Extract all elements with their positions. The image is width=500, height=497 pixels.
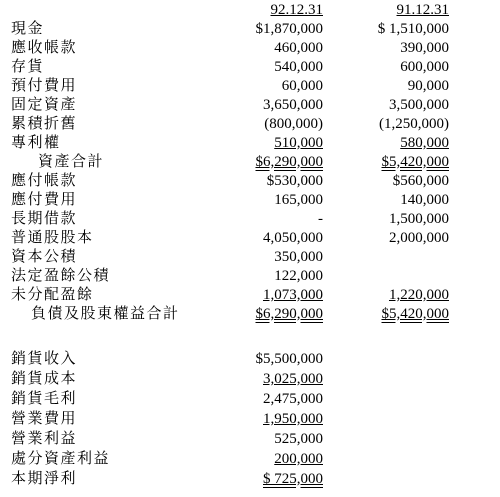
- row-label: 現金: [11, 21, 45, 37]
- value-92: 122,000: [274, 268, 323, 284]
- row-label: 銷貨成本: [11, 371, 78, 387]
- row-label: 固定資產: [11, 97, 78, 113]
- value-91: 1,220,000: [389, 287, 449, 303]
- value-92: 1,950,000: [263, 411, 323, 427]
- row-common-stock: [0, 229, 500, 248]
- column-header-row: [0, 1, 500, 20]
- value-92: 460,000: [274, 40, 323, 56]
- row-retained-earnings: [0, 286, 500, 305]
- value-91: 90,000: [407, 78, 449, 94]
- value-92: 3,025,000: [263, 371, 323, 387]
- row-label: 法定盈餘公積: [11, 268, 111, 284]
- row-label: 長期借款: [11, 211, 78, 227]
- value-91: (1,250,000): [379, 116, 449, 132]
- value-92: $ 725,000: [263, 471, 323, 487]
- column-header-91: 91.12.31: [396, 2, 449, 18]
- value-92: $6,290,000: [255, 306, 323, 322]
- row-label: 營業利益: [11, 431, 78, 447]
- row-operating-expenses: [0, 410, 500, 429]
- row-label: 未分配盈餘: [11, 287, 94, 303]
- value-91: $5,420,000: [381, 306, 449, 322]
- value-92: -: [318, 211, 323, 227]
- row-patents: [0, 134, 500, 153]
- value-92: 60,000: [281, 78, 323, 94]
- value-92: 200,000: [274, 451, 323, 467]
- row-label: 應付費用: [11, 192, 78, 208]
- row-label: 普通股股本: [11, 230, 94, 246]
- column-header-92: 92.12.31: [270, 2, 323, 18]
- row-label: 處分資產利益: [11, 451, 111, 467]
- value-92: 165,000: [274, 192, 323, 208]
- value-92: 350,000: [274, 249, 323, 265]
- value-91: 600,000: [400, 59, 449, 75]
- row-sales-revenue: [0, 350, 500, 369]
- row-label: 應付帳款: [11, 173, 78, 189]
- value-91: $5,420,000: [381, 154, 449, 170]
- row-cost-of-goods-sold: [0, 370, 500, 389]
- row-label: 本期淨利: [11, 471, 78, 487]
- value-91: 1,500,000: [389, 211, 449, 227]
- row-accrued-expenses: [0, 191, 500, 210]
- row-label: 專利權: [11, 135, 61, 151]
- row-total-liabilities-equity: [0, 305, 500, 324]
- value-91: 390,000: [400, 40, 449, 56]
- value-92: $6,290,000: [255, 154, 323, 170]
- row-label: 資本公積: [11, 249, 78, 265]
- value-92: 540,000: [274, 59, 323, 75]
- value-91: 3,500,000: [389, 97, 449, 113]
- row-label: 資產合計: [38, 154, 105, 170]
- value-92: 2,475,000: [263, 391, 323, 407]
- row-accounts-payable: [0, 172, 500, 191]
- value-91: $ 1,510,000: [377, 21, 449, 37]
- value-92: $5,500,000: [255, 351, 323, 367]
- row-gross-profit: [0, 390, 500, 409]
- row-legal-reserve: [0, 267, 500, 286]
- row-label: 負債及股東權益合計: [31, 306, 180, 322]
- value-92: 3,650,000: [263, 97, 323, 113]
- row-label: 應收帳款: [11, 40, 78, 56]
- value-92: $1,870,000: [255, 21, 323, 37]
- row-cash: [0, 20, 500, 39]
- row-label: 營業費用: [11, 411, 78, 427]
- value-91: $560,000: [392, 173, 449, 189]
- value-92: 525,000: [274, 431, 323, 447]
- row-label: 銷貨毛利: [11, 391, 78, 407]
- row-accumulated-depreciation: [0, 115, 500, 134]
- value-92: (800,000): [264, 116, 323, 132]
- row-capital-surplus: [0, 248, 500, 267]
- row-net-income: [0, 470, 500, 489]
- row-label: 銷貨收入: [11, 351, 78, 367]
- row-fixed-assets: [0, 96, 500, 115]
- row-label: 存貨: [11, 59, 45, 75]
- row-total-assets: [0, 153, 500, 172]
- value-92: 1,073,000: [263, 287, 323, 303]
- row-accounts-receivable: [0, 39, 500, 58]
- value-91: 580,000: [400, 135, 449, 151]
- value-92: 4,050,000: [263, 230, 323, 246]
- value-92: 510,000: [274, 135, 323, 151]
- value-91: 2,000,000: [389, 230, 449, 246]
- row-operating-income: [0, 430, 500, 449]
- value-91: 140,000: [400, 192, 449, 208]
- row-gain-on-asset-disposal: [0, 450, 500, 469]
- row-label: 預付費用: [11, 78, 78, 94]
- value-92: $530,000: [266, 173, 323, 189]
- row-prepaid-expenses: [0, 77, 500, 96]
- row-long-term-loans: [0, 210, 500, 229]
- row-inventory: [0, 58, 500, 77]
- row-label: 累積折舊: [11, 116, 78, 132]
